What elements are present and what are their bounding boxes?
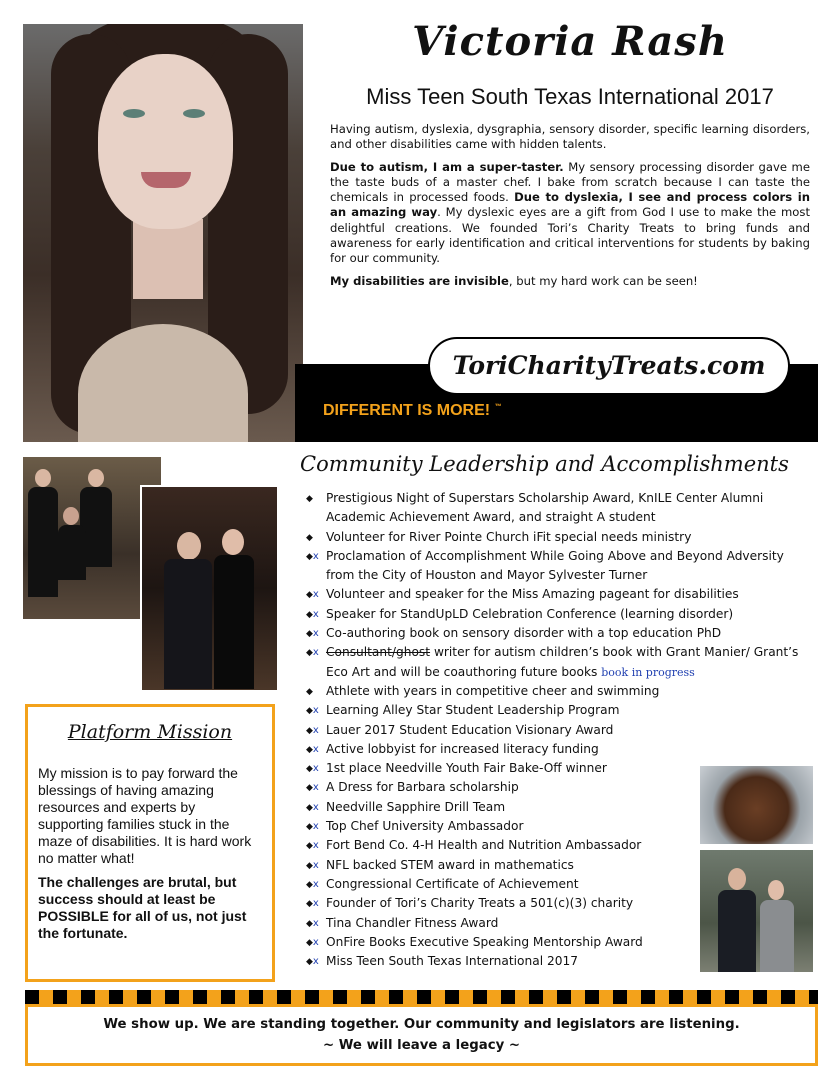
list-item: ◆x Lauer 2017 Student Education Visionary Award (306, 722, 614, 737)
list-item: ◆x Founder of Tori’s Charity Treats a 501(c)(3) charity (306, 896, 634, 911)
list-item: ◆x NFL backed STEM award in mathematics (306, 857, 574, 872)
intro-paragraph-2: Due to autism, I am a super-taster. My sensory processing disorder gave me the taste buds of a master chef. I bake from scratch because I can taste the chemicals in processed foods. Due to dyslexia, I see and process colors in an amazing way. My dyslexic eyes are a gift from God I use to make the most delightful creations. We founded Tori’s Charity Treats to bring funds and awareness for early identification and critical interventions for students by baking for our community. (330, 159, 810, 266)
intro-paragraph-3: My disabilities are invisible, but my hard work can be seen! (330, 273, 698, 288)
cake-photo (700, 766, 813, 844)
list-item: ◆x A Dress for Barbara scholarship (306, 780, 519, 795)
platform-body: My mission is to pay forward the blessings of having amazing resources and experts by supporting families stuck in the maze of disabilities. It is hard work no matter what! (38, 765, 252, 866)
list-item: ◆x Needville Sapphire Drill Team (306, 799, 506, 814)
intro-text (330, 122, 810, 296)
footer-line-2: ~ We will leave a legacy ~ (322, 1038, 521, 1053)
list-item: ◆x Active lobbyist for increased literacy funding (306, 741, 599, 756)
platform-mission-box (25, 704, 275, 982)
intro-paragraph-1: Having autism, dyslexia, dysgraphia, sensory disorder, specific learning disorders, and other disabilities came with hidden talents. (330, 122, 810, 152)
footer-line-1: We show up. We are standing together. Our community and legislators are listening. (103, 1017, 740, 1032)
footer-banner (25, 1004, 818, 1066)
list-item: ◆ Volunteer for River Pointe Church iFit special needs ministry (306, 529, 692, 544)
list-item: ◆x Tina Chandler Fitness Award (306, 915, 499, 930)
list-item: ◆x Miss Teen South Texas International 2017 (306, 954, 578, 969)
checker-divider (25, 990, 818, 1004)
handwritten-note: book in progress (601, 665, 695, 679)
platform-heading: Platform Mission (67, 721, 233, 743)
slogan: DIFFERENT IS MORE! ™ (323, 402, 502, 419)
list-item: ◆x Learning Alley Star Student Leadership Program (306, 703, 620, 718)
couple-photo (140, 485, 279, 692)
list-item: ◆x Fort Bend Co. 4-H Health and Nutrition Ambassador (306, 838, 642, 853)
list-item: ◆x Consultant/ghost writer for autism children’s book with Grant Manier/ Grant’s Eco Art and will be coauthoring future books book in progress (306, 645, 799, 679)
list-item: ◆x Co-authoring book on sensory disorder with a top education PhD (306, 626, 722, 641)
website-link[interactable]: ToriCharityTreats.com (428, 337, 790, 395)
list-item: ◆x Top Chef University Ambassador (306, 819, 524, 834)
list-item: ◆ Athlete with years in competitive cheer and swimming (306, 683, 660, 698)
page-subtitle: Miss Teen South Texas International 2017 (366, 84, 774, 109)
platform-bold-statement: The challenges are brutal, but success should at least be POSSIBLE for all of us, not just the fortunate. (38, 874, 247, 941)
portrait-photo (23, 24, 303, 442)
community-heading: Community Leadership and Accomplishments (300, 452, 789, 476)
list-item: ◆x Proclamation of Accomplishment While Going Above and Beyond Adversity from the City of Houston and Mayor Sylvester Turner (306, 548, 784, 583)
list-item: ◆ Prestigious Night of Superstars Scholarship Award, KnILE Center Alumni Academic Achievement Award, and straight A student (306, 491, 764, 525)
list-item: ◆x Speaker for StandUpLD Celebration Conference (learning disorder) (306, 606, 734, 621)
list-item: ◆x 1st place Needville Youth Fair Bake-Off winner (306, 761, 607, 776)
page-title: Victoria Rash (412, 18, 728, 65)
award-photo (700, 850, 813, 972)
list-item: ◆x Congressional Certificate of Achievement (306, 876, 579, 891)
list-item: ◆x Volunteer and speaker for the Miss Amazing pageant for disabilities (306, 587, 739, 602)
list-item: ◆x OnFire Books Executive Speaking Mentorship Award (306, 934, 643, 949)
